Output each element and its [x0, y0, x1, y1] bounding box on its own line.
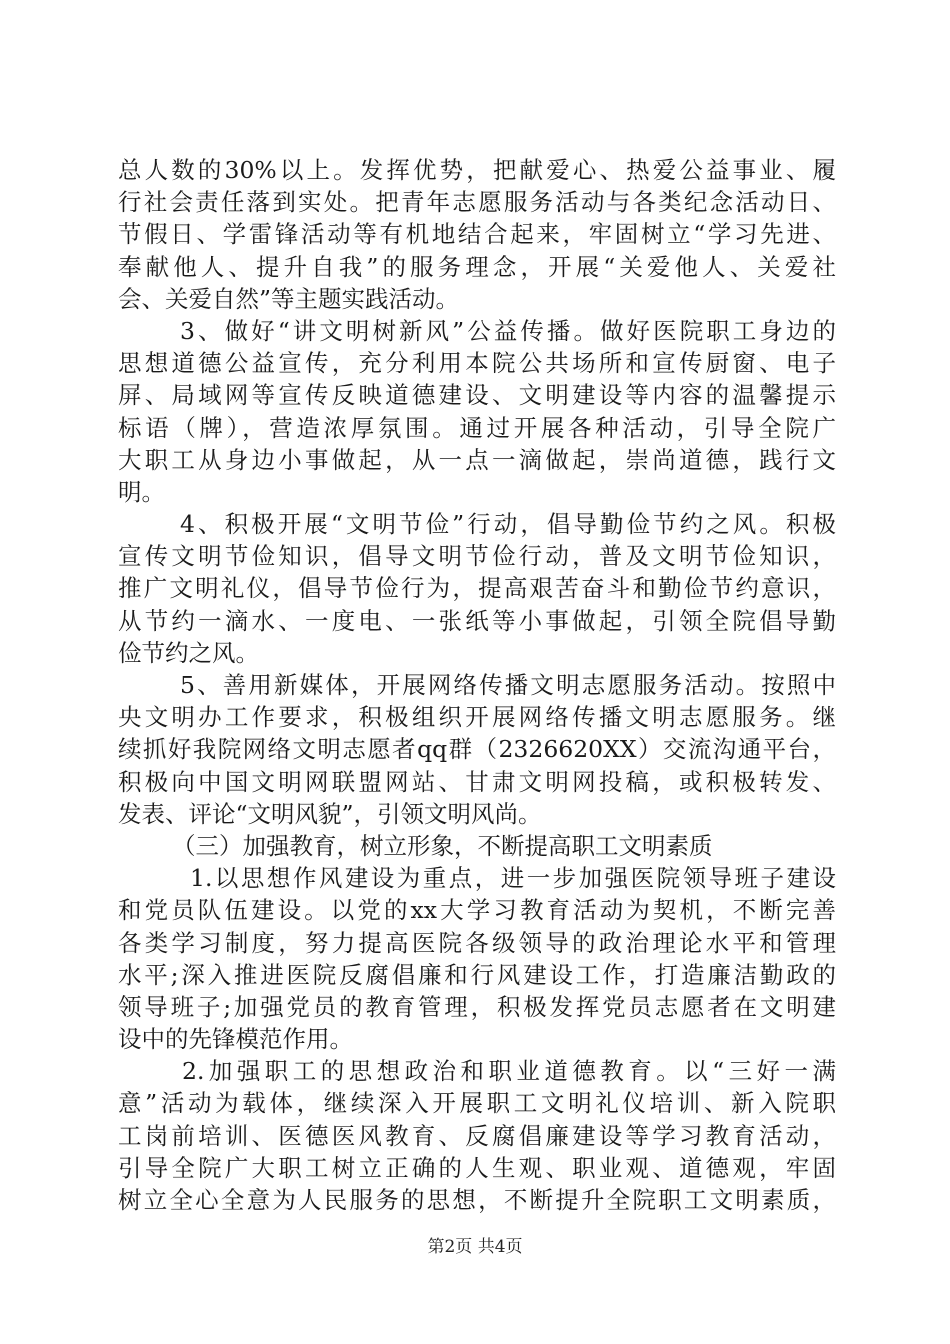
- text-line: 和党员队伍建设。以党的xx大学习教育活动为契机，不断完善: [118, 896, 836, 925]
- text-line: 5、善用新媒体，开展网络传播文明志愿服务活动。按照中: [180, 671, 836, 699]
- text-line: 会、关爱自然”等主题实践活动。: [118, 284, 460, 313]
- page-number-label: 第2页 共4页: [427, 1237, 523, 1257]
- text-line: （三）加强教育，树立形象，不断提高职工文明素质: [172, 831, 713, 860]
- text-line: 2.加强职工的思想政治和职业道德教育。以“三好一满: [182, 1057, 836, 1086]
- text-line: 4、积极开展“文明节俭”行动，倡导勤俭节约之风。积极: [180, 510, 836, 539]
- text-line: 思想道德公益宣传，充分利用本院公共场所和宣传厨窗、电子: [118, 349, 836, 378]
- text-line: 标语（牌），营造浓厚氛围。通过开展各种活动，引导全院广: [118, 413, 836, 442]
- text-line: 领导班子;加强党员的教育管理，积极发挥党员志愿者在文明建: [118, 992, 836, 1021]
- text-line: 总人数的30%以上。发挥优势，把献爱心、热爱公益事业、履: [118, 156, 836, 184]
- text-line: 屏、局域网等宣传反映道德建设、文明建设等内容的温馨提示: [118, 381, 836, 410]
- text-line: 大职工从身边小事做起，从一点一滴做起，崇尚道德，践行文: [118, 445, 836, 474]
- document-body: [118, 154, 836, 1216]
- text-line: 发表、评论“文明风貌”，引领文明风尚。: [118, 799, 542, 828]
- text-line: 推广文明礼仪，倡导节俭行为，提高艰苦奋斗和勤俭节约意识，: [118, 574, 836, 603]
- text-line: 1.以思想作风建设为重点，进一步加强医院领导班子建设: [190, 864, 836, 893]
- text-line: 设中的先锋模范作用。: [118, 1025, 353, 1054]
- text-line: 续抓好我院网络文明志愿者qq群（2326620XX）交流沟通平台，: [118, 735, 836, 764]
- text-line: 行社会责任落到实处。把青年志愿服务活动与各类纪念活动日、: [118, 188, 836, 217]
- text-line: 3、做好“讲文明树新风”公益传播。做好医院职工身边的: [180, 316, 836, 345]
- text-line: 引导全院广大职工树立正确的人生观、职业观、道德观，牢固: [118, 1153, 836, 1182]
- text-line: 意”活动为载体，继续深入开展职工文明礼仪培训、新入院职: [118, 1089, 836, 1118]
- text-line: 积极向中国文明网联盟网站、甘肃文明网投稿，或积极转发、: [118, 767, 836, 796]
- text-line: 各类学习制度，努力提高医院各级领导的政治理论水平和管理: [118, 928, 836, 957]
- text-line: 央文明办工作要求，积极组织开展网络传播文明志愿服务。继: [118, 703, 836, 732]
- text-line: 工岗前培训、医德医风教育、反腐倡廉建设等学习教育活动，: [118, 1121, 836, 1150]
- text-line: 奉献他人、提升自我”的服务理念，开展“关爱他人、关爱社: [118, 252, 836, 281]
- text-line: 俭节约之风。: [118, 638, 259, 667]
- text-line: 水平;深入推进医院反腐倡廉和行风建设工作，打造廉洁勤政的: [118, 960, 836, 989]
- text-line: 明。: [118, 477, 165, 506]
- text-line: 宣传文明节俭知识，倡导文明节俭行动，普及文明节俭知识，: [118, 542, 836, 571]
- text-line: 节假日、学雷锋活动等有机地结合起来，牢固树立“学习先进、: [118, 220, 836, 249]
- text-line: 从节约一滴水、一度电、一张纸等小事做起，引领全院倡导勤: [118, 606, 836, 635]
- text-line: 树立全心全意为人民服务的思想，不断提升全院职工文明素质，: [118, 1186, 836, 1214]
- page-footer: [0, 1232, 950, 1257]
